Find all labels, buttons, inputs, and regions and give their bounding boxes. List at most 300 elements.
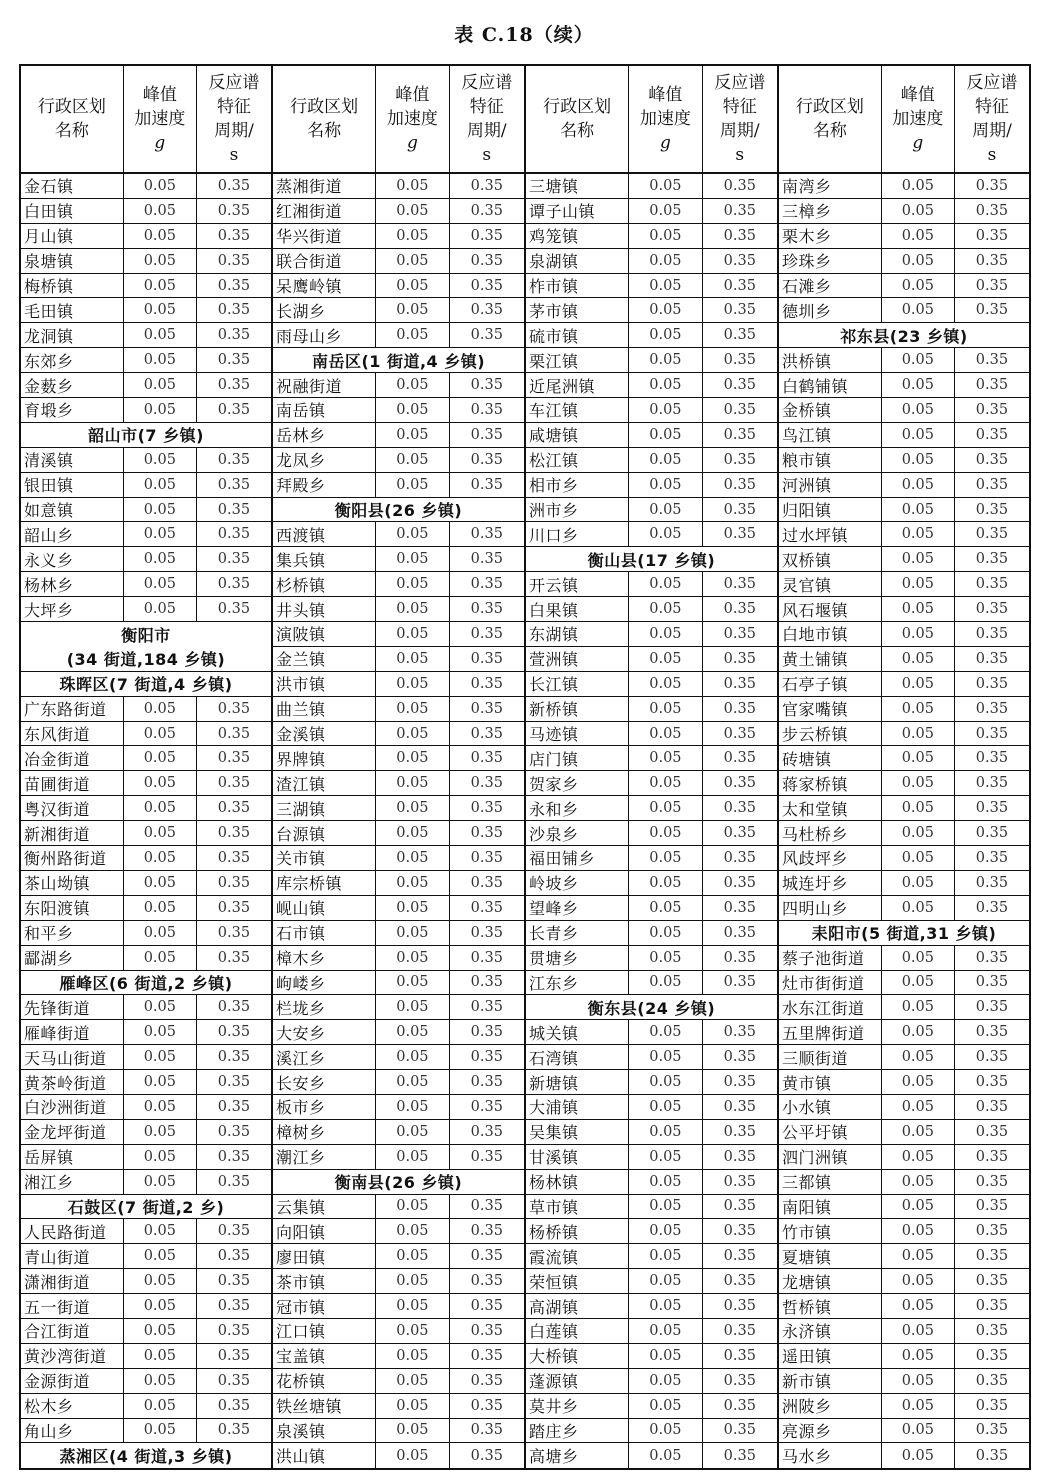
period-line: 周期/ <box>466 121 507 141</box>
pga-value: 0.05 <box>882 1120 955 1144</box>
period-value: 0.35 <box>975 949 1009 966</box>
pga-value: 0.05 <box>376 1319 449 1343</box>
pga-value: 0.05 <box>882 796 955 820</box>
region-name: 三樟乡 <box>779 199 882 223</box>
region-name: 溪江乡 <box>273 1045 376 1069</box>
region-name: 新塘镇 <box>526 1070 629 1094</box>
table-row <box>526 871 777 896</box>
pga-line: g <box>154 133 166 153</box>
pga-value: 0.05 <box>376 323 449 347</box>
region-name: 金龙坪街道 <box>21 1120 124 1144</box>
pga-line: 峰值 <box>142 85 177 105</box>
region-name: 小水镇 <box>779 1095 882 1119</box>
table-row <box>21 1120 271 1145</box>
region-name: 洪桥镇 <box>779 348 882 372</box>
region-name: 新市镇 <box>779 1369 882 1393</box>
period-value: 0.35 <box>217 576 251 593</box>
period-value: 0.35 <box>470 576 503 593</box>
pga-value: 0.05 <box>124 1394 197 1418</box>
pga-line: g <box>912 133 924 153</box>
table-row <box>273 1120 524 1145</box>
pga-value: 0.05 <box>882 547 955 571</box>
pga-value: 0.05 <box>629 249 702 273</box>
period-line: 特征 <box>469 97 504 117</box>
pga-value: 0.05 <box>882 473 955 497</box>
period-line: 周期/ <box>719 121 760 141</box>
pga-value: 0.05 <box>629 1294 702 1318</box>
name-line: 行政区划 <box>795 97 864 117</box>
period-value: 0.35 <box>723 1298 756 1315</box>
table-row <box>21 1394 271 1419</box>
period-value: 0.35 <box>470 1148 503 1165</box>
table-row <box>273 1145 524 1170</box>
period-value: 0.35 <box>470 426 503 443</box>
section-header: 珠晖区(7 街道,4 乡镇) <box>21 672 271 697</box>
table-row <box>273 1419 524 1444</box>
table-row <box>526 946 777 971</box>
pga-value: 0.05 <box>629 622 702 646</box>
table-row <box>273 722 524 747</box>
table-row <box>526 323 777 348</box>
pga-value: 0.05 <box>124 298 197 322</box>
pga-line: 加速度 <box>134 109 186 129</box>
pga-line: g <box>406 133 418 153</box>
pga-value: 0.05 <box>376 1394 449 1418</box>
period-value: 0.35 <box>470 874 503 891</box>
pga-value: 0.05 <box>882 348 955 372</box>
pga-value: 0.05 <box>124 1419 197 1443</box>
table-row <box>273 1020 524 1045</box>
table-row <box>526 274 777 299</box>
table-row <box>273 921 524 946</box>
table-row <box>273 1294 524 1319</box>
pga-value: 0.05 <box>629 896 702 920</box>
table-row <box>21 771 271 796</box>
table <box>19 64 1031 1470</box>
period-value: 0.35 <box>470 1024 503 1041</box>
pga-value: 0.05 <box>376 597 449 621</box>
period-value: 0.35 <box>217 302 251 319</box>
period-value: 0.35 <box>975 576 1009 593</box>
period-value: 0.35 <box>470 177 503 194</box>
pga-value: 0.05 <box>124 373 197 397</box>
region-name: 白莲镇 <box>526 1319 629 1343</box>
pga-value: 0.05 <box>376 249 449 273</box>
pga-value: 0.05 <box>124 224 197 248</box>
region-name: 砖塘镇 <box>779 746 882 770</box>
region-name: 岳林乡 <box>273 423 376 447</box>
period-value: 0.35 <box>470 476 503 493</box>
section-header: 雁峰区(6 街道,2 乡镇) <box>21 971 271 996</box>
pga-value: 0.05 <box>376 946 449 970</box>
region-name: 江东乡 <box>526 971 629 995</box>
period-value: 0.35 <box>975 426 1009 443</box>
pga-value: 0.05 <box>124 796 197 820</box>
table-row <box>779 697 1029 722</box>
table-row <box>273 398 524 423</box>
region-name: 潮江乡 <box>273 1145 376 1169</box>
period-value: 0.35 <box>975 849 1009 866</box>
period-value: 0.35 <box>470 775 503 792</box>
pga-value: 0.05 <box>629 323 702 347</box>
region-name: 渣江镇 <box>273 771 376 795</box>
region-name: 开云镇 <box>526 572 629 596</box>
region-name: 谭子山镇 <box>526 199 629 223</box>
period-value: 0.35 <box>723 625 756 642</box>
pga-value: 0.05 <box>882 572 955 596</box>
period-line: s <box>987 145 997 165</box>
pga-value: 0.05 <box>629 398 702 422</box>
region-name: 界牌镇 <box>273 746 376 770</box>
pga-value: 0.05 <box>629 946 702 970</box>
region-name: 东风街道 <box>21 722 124 746</box>
region-name: 白鹤铺镇 <box>779 373 882 397</box>
pga-value: 0.05 <box>882 498 955 522</box>
region-name: 蔡子池街道 <box>779 946 882 970</box>
pga-value: 0.05 <box>124 323 197 347</box>
table-row <box>21 498 271 523</box>
period-value: 0.35 <box>723 1447 756 1464</box>
region-name: 大安乡 <box>273 1020 376 1044</box>
period-value: 0.35 <box>723 675 756 692</box>
region-name: 风石堰镇 <box>779 597 882 621</box>
period-value: 0.35 <box>217 377 251 394</box>
table-column <box>525 66 778 1468</box>
period-value: 0.35 <box>217 1273 251 1290</box>
region-name: 城连圩乡 <box>779 871 882 895</box>
period-value: 0.35 <box>217 476 251 493</box>
period-value: 0.35 <box>975 1248 1009 1265</box>
region-name: 三都镇 <box>779 1170 882 1194</box>
region-name: 马杜桥乡 <box>779 821 882 845</box>
table-row <box>273 423 524 448</box>
region-name: 金桥镇 <box>779 398 882 422</box>
pga-value: 0.05 <box>882 423 955 447</box>
table-row <box>273 1195 524 1220</box>
pga-value: 0.05 <box>882 672 955 696</box>
pga-value: 0.05 <box>376 647 449 671</box>
period-value: 0.35 <box>975 1347 1009 1364</box>
period-value: 0.35 <box>975 1098 1009 1115</box>
table-row <box>779 1095 1029 1120</box>
pga-value: 0.05 <box>376 1020 449 1044</box>
table-row <box>21 298 271 323</box>
table-row <box>21 274 271 299</box>
pga-value: 0.05 <box>376 896 449 920</box>
pga-value: 0.05 <box>124 896 197 920</box>
region-name: 天马山街道 <box>21 1045 124 1069</box>
region-name: 石市镇 <box>273 921 376 945</box>
region-name: 石滩乡 <box>779 274 882 298</box>
pga-value: 0.05 <box>376 871 449 895</box>
pga-value: 0.05 <box>376 622 449 646</box>
region-name: 祝融街道 <box>273 373 376 397</box>
pga-value: 0.05 <box>629 796 702 820</box>
period-value: 0.35 <box>470 1098 503 1115</box>
table-row <box>526 796 777 821</box>
header-name <box>526 66 629 172</box>
region-name: 吴集镇 <box>526 1120 629 1144</box>
pga-value: 0.05 <box>629 746 702 770</box>
period-value: 0.35 <box>723 849 756 866</box>
period-value: 0.35 <box>470 1074 503 1090</box>
region-name: 花桥镇 <box>273 1369 376 1393</box>
pga-value: 0.05 <box>376 448 449 472</box>
period-line: s <box>482 145 492 165</box>
region-name: 粮市镇 <box>779 448 882 472</box>
region-name: 冠市镇 <box>273 1294 376 1318</box>
table-row <box>273 522 524 547</box>
pga-value: 0.05 <box>882 249 955 273</box>
pga-value: 0.05 <box>882 199 955 223</box>
table-row <box>526 1195 777 1220</box>
table-row <box>273 971 524 996</box>
pga-value: 0.05 <box>629 1443 702 1468</box>
table-row <box>779 274 1029 299</box>
period-value: 0.35 <box>470 700 503 717</box>
pga-value: 0.05 <box>882 398 955 422</box>
period-value: 0.35 <box>217 750 251 767</box>
pga-value: 0.05 <box>124 722 197 746</box>
table-row <box>273 473 524 498</box>
pga-value: 0.05 <box>124 697 197 721</box>
region-name: 松木乡 <box>21 1394 124 1418</box>
period-value: 0.35 <box>723 526 756 543</box>
period-value: 0.35 <box>723 252 756 269</box>
period-value: 0.35 <box>470 277 503 294</box>
table-body <box>273 174 524 1468</box>
table-row <box>273 1219 524 1244</box>
pga-value: 0.05 <box>124 1344 197 1368</box>
period-value: 0.35 <box>470 899 503 916</box>
period-value: 0.35 <box>470 601 503 618</box>
region-name: 茅市镇 <box>526 298 629 322</box>
region-name: 石亭子镇 <box>779 672 882 696</box>
header-period <box>197 66 271 172</box>
region-name: 茶山坳镇 <box>21 871 124 895</box>
period-value: 0.35 <box>975 227 1009 244</box>
table-row <box>21 323 271 348</box>
pga-value: 0.05 <box>124 995 197 1019</box>
pga-value: 0.05 <box>882 224 955 248</box>
table-row <box>273 1269 524 1294</box>
period-value: 0.35 <box>217 1422 251 1439</box>
table-row <box>779 1045 1029 1070</box>
header-pga <box>629 66 702 172</box>
period-value: 0.35 <box>723 899 756 916</box>
table-row <box>526 722 777 747</box>
period-value: 0.35 <box>975 725 1009 742</box>
pga-value: 0.05 <box>376 995 449 1019</box>
region-name: 洪市镇 <box>273 672 376 696</box>
pga-value: 0.05 <box>882 821 955 845</box>
region-name: 黄土铺镇 <box>779 647 882 671</box>
pga-value: 0.05 <box>124 1319 197 1343</box>
table-row <box>273 746 524 771</box>
region-name: 萱洲镇 <box>526 647 629 671</box>
table-row <box>273 846 524 871</box>
pga-value: 0.05 <box>882 1219 955 1243</box>
table-body <box>21 174 271 1468</box>
period-value: 0.35 <box>975 625 1009 642</box>
pga-value: 0.05 <box>629 971 702 995</box>
region-name: 相市乡 <box>526 473 629 497</box>
table-row <box>273 946 524 971</box>
pga-value: 0.05 <box>124 572 197 596</box>
region-name: 近尾洲镇 <box>526 373 629 397</box>
table-row <box>273 672 524 697</box>
period-value: 0.35 <box>975 750 1009 767</box>
table-row <box>21 1219 271 1244</box>
pga-value: 0.05 <box>629 1394 702 1418</box>
pga-value: 0.05 <box>124 1244 197 1268</box>
header-name <box>273 66 376 172</box>
region-name: 白田镇 <box>21 199 124 223</box>
region-name: 蒋家桥镇 <box>779 771 882 795</box>
period-value: 0.35 <box>217 177 251 194</box>
table-body <box>779 174 1029 1468</box>
period-value: 0.35 <box>723 1198 756 1215</box>
section-header: 衡山县(17 乡镇) <box>526 547 777 572</box>
pga-value: 0.05 <box>376 547 449 571</box>
period-line: 反应谱 <box>966 73 1018 93</box>
pga-value: 0.05 <box>629 697 702 721</box>
table-row <box>779 1319 1029 1344</box>
period-value: 0.35 <box>723 1173 756 1190</box>
table-row <box>21 995 271 1020</box>
table-row <box>779 1145 1029 1170</box>
region-name: 金兰镇 <box>273 647 376 671</box>
pga-value: 0.05 <box>124 448 197 472</box>
pga-value: 0.05 <box>882 697 955 721</box>
region-name: 樟木乡 <box>273 946 376 970</box>
table-row <box>21 1095 271 1120</box>
header-name <box>779 66 882 172</box>
period-value: 0.35 <box>217 1223 251 1240</box>
pga-value: 0.05 <box>376 174 449 198</box>
pga-value: 0.05 <box>629 1045 702 1069</box>
pga-value: 0.05 <box>376 1294 449 1318</box>
period-value: 0.35 <box>723 700 756 717</box>
table-row <box>779 1294 1029 1319</box>
pga-value: 0.05 <box>882 846 955 870</box>
name-line: 行政区划 <box>37 97 106 117</box>
region-name: 五一街道 <box>21 1294 124 1318</box>
region-name: 龙洞镇 <box>21 323 124 347</box>
table-row <box>779 398 1029 423</box>
region-name: 珍珠乡 <box>779 249 882 273</box>
pga-value: 0.05 <box>629 498 702 522</box>
period-value: 0.35 <box>975 277 1009 294</box>
region-name: 沙泉乡 <box>526 821 629 845</box>
table-row <box>779 298 1029 323</box>
period-line: 周期/ <box>972 121 1012 141</box>
region-name: 南湾乡 <box>779 174 882 198</box>
region-name: 遥田镇 <box>779 1344 882 1368</box>
pga-value: 0.05 <box>124 771 197 795</box>
table-row <box>21 597 271 622</box>
period-value: 0.35 <box>217 1173 251 1190</box>
table-row <box>779 174 1029 199</box>
table-row <box>21 199 271 224</box>
table-row <box>273 622 524 647</box>
region-name: 东阳渡镇 <box>21 896 124 920</box>
region-name: 樟树乡 <box>273 1120 376 1144</box>
period-value: 0.35 <box>723 601 756 618</box>
region-name: 岣嵝乡 <box>273 971 376 995</box>
region-name: 人民路街道 <box>21 1219 124 1243</box>
region-name: 茶市镇 <box>273 1269 376 1293</box>
region-name: 岭坡乡 <box>526 871 629 895</box>
period-value: 0.35 <box>975 700 1009 717</box>
region-name: 洲陂乡 <box>779 1394 882 1418</box>
region-name: 衡州路街道 <box>21 846 124 870</box>
table-row <box>526 572 777 597</box>
period-value: 0.35 <box>723 974 756 991</box>
table-row <box>21 174 271 199</box>
pga-value: 0.05 <box>124 1170 197 1194</box>
table-row <box>21 796 271 821</box>
table-row <box>526 298 777 323</box>
pga-value: 0.05 <box>882 597 955 621</box>
period-line: s <box>229 145 239 165</box>
table-row <box>779 746 1029 771</box>
pga-value: 0.05 <box>629 199 702 223</box>
period-value: 0.35 <box>723 277 756 294</box>
region-name: 草市镇 <box>526 1195 629 1219</box>
pga-value: 0.05 <box>882 946 955 970</box>
pga-value: 0.05 <box>882 448 955 472</box>
region-name: 拜殿乡 <box>273 473 376 497</box>
pga-value: 0.05 <box>882 1095 955 1119</box>
pga-value: 0.05 <box>629 174 702 198</box>
table-row <box>21 921 271 946</box>
table-row <box>21 224 271 249</box>
period-value: 0.35 <box>723 1098 756 1115</box>
region-name: 荣恒镇 <box>526 1269 629 1293</box>
pga-value: 0.05 <box>124 498 197 522</box>
region-name: 泉溪镇 <box>273 1419 376 1443</box>
pga-value: 0.05 <box>629 771 702 795</box>
region-name: 岳屏镇 <box>21 1145 124 1169</box>
pga-value: 0.05 <box>629 423 702 447</box>
period-value: 0.35 <box>723 401 756 418</box>
period-line: 反应谱 <box>461 73 513 93</box>
pga-value: 0.05 <box>629 348 702 372</box>
pga-line: 加速度 <box>639 109 691 129</box>
region-name: 演陂镇 <box>273 622 376 646</box>
table-row <box>526 771 777 796</box>
pga-value: 0.05 <box>376 373 449 397</box>
period-value: 0.35 <box>217 327 251 344</box>
header-pga <box>882 66 955 172</box>
region-name: 毛田镇 <box>21 298 124 322</box>
period-value: 0.35 <box>975 601 1009 618</box>
region-name: 韶山乡 <box>21 522 124 546</box>
region-name: 泉湖镇 <box>526 249 629 273</box>
region-name: 三顺街道 <box>779 1045 882 1069</box>
pga-line: 峰值 <box>395 85 430 105</box>
section-header: 耒阳市(5 街道,31 乡镇) <box>779 921 1029 946</box>
region-name: 银田镇 <box>21 473 124 497</box>
pga-value: 0.05 <box>376 771 449 795</box>
pga-value: 0.05 <box>376 1443 449 1468</box>
pga-value: 0.05 <box>882 1319 955 1343</box>
pga-value: 0.05 <box>882 1070 955 1094</box>
table-row <box>21 871 271 896</box>
period-value: 0.35 <box>975 551 1009 568</box>
table-row <box>273 871 524 896</box>
